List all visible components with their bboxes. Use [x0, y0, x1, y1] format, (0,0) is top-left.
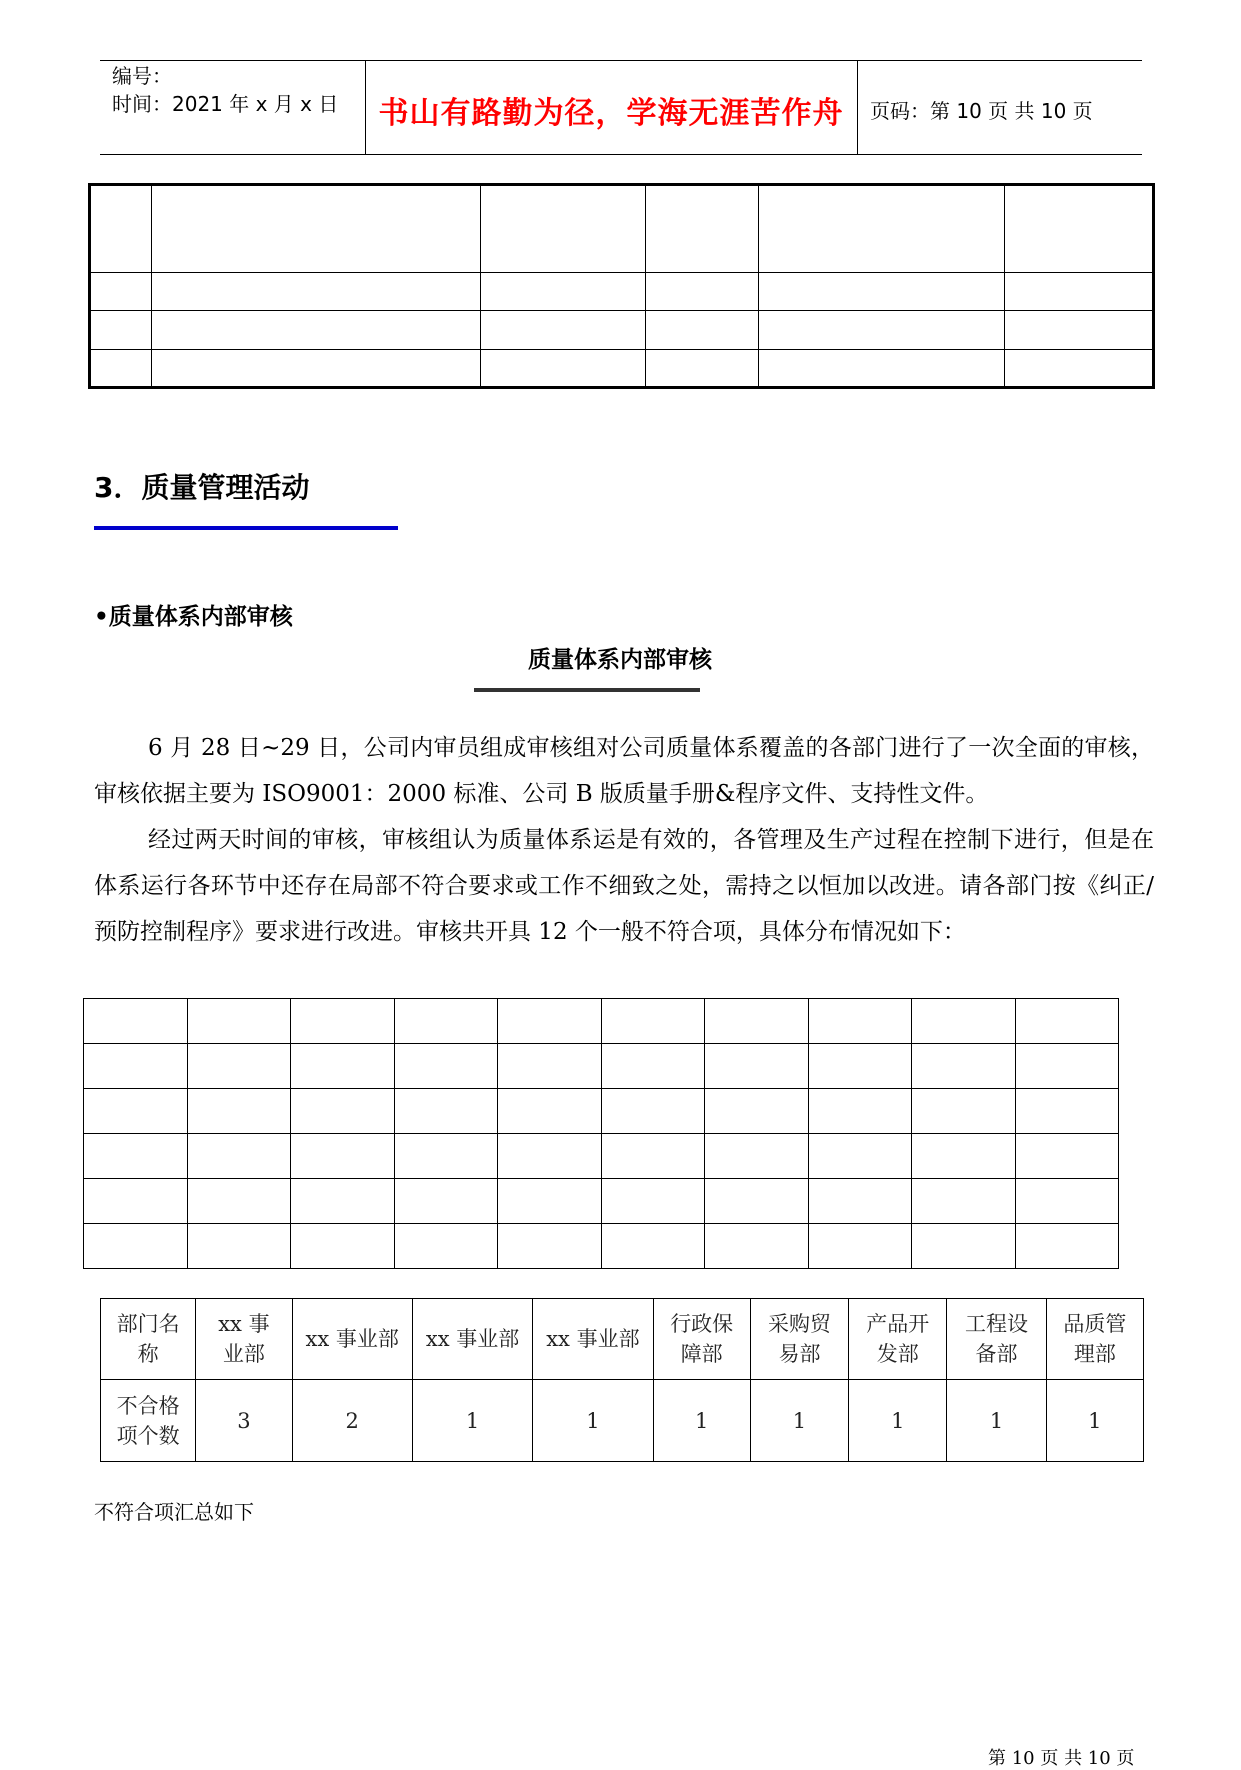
grid-cell — [601, 1224, 705, 1269]
grid-cell — [498, 1044, 602, 1089]
header-meta — [112, 62, 338, 118]
grid-cell — [84, 1179, 188, 1224]
grid-cell — [705, 1134, 809, 1179]
grid-cell — [187, 1089, 291, 1134]
dept-cell: xx 事业部 — [533, 1299, 653, 1380]
dept-cell: xx 事业部 — [292, 1299, 412, 1380]
grid-cell — [187, 999, 291, 1044]
grid-cell — [601, 999, 705, 1044]
dept-cell: 品质管理部 — [1046, 1299, 1143, 1380]
grid-cell — [1015, 1089, 1119, 1134]
grid-cell — [498, 1224, 602, 1269]
table-row — [84, 1179, 1119, 1224]
body-text — [94, 725, 1154, 955]
grid-cell — [808, 1089, 912, 1134]
grid-cell — [808, 1134, 912, 1179]
grid-cell — [291, 1134, 395, 1179]
grid-cell — [394, 1224, 498, 1269]
header-bottom-rule — [100, 154, 1142, 155]
grid-cell — [1015, 1134, 1119, 1179]
table-row — [90, 311, 1154, 350]
grid-cell — [394, 999, 498, 1044]
grid-cell — [601, 1044, 705, 1089]
grid-cell — [808, 1179, 912, 1224]
grid-cell — [1015, 1044, 1119, 1089]
grid-cell — [912, 999, 1016, 1044]
grid-cell — [187, 1179, 291, 1224]
table-row — [84, 1044, 1119, 1089]
grid-cell — [601, 1179, 705, 1224]
summary-note: 不符合项汇总如下 — [94, 1500, 254, 1524]
grid-cell — [912, 1224, 1016, 1269]
empty-grid-table — [83, 998, 1119, 1269]
bullet-heading: •质量体系内部审核 — [94, 604, 293, 630]
grid-cell — [394, 1044, 498, 1089]
grid-cell — [187, 1134, 291, 1179]
dept-cell: xx 事业部 — [196, 1299, 292, 1380]
grid-cell — [705, 1179, 809, 1224]
grid-cell — [291, 1224, 395, 1269]
grid-cell — [912, 1179, 1016, 1224]
count-cell: 1 — [750, 1380, 848, 1462]
count-cell: 3 — [196, 1380, 292, 1462]
grid-cell — [187, 1044, 291, 1089]
count-cell: 1 — [947, 1380, 1046, 1462]
grid-cell — [808, 999, 912, 1044]
count-cell: 1 — [849, 1380, 947, 1462]
center-title: 质量体系内部审核 — [528, 647, 712, 673]
table-row — [84, 1134, 1119, 1179]
grid-cell — [187, 1224, 291, 1269]
grid-cell — [808, 1224, 912, 1269]
grid-cell — [912, 1134, 1016, 1179]
grid-cell — [84, 1134, 188, 1179]
grid-cell — [705, 1089, 809, 1134]
grid-cell — [1015, 999, 1119, 1044]
header-divider-right — [857, 60, 858, 154]
grid-cell — [498, 1134, 602, 1179]
grid-cell — [394, 1179, 498, 1224]
count-cell: 1 — [1046, 1380, 1143, 1462]
grid-cell — [291, 1179, 395, 1224]
table-row — [101, 1380, 1144, 1462]
table-row — [84, 999, 1119, 1044]
header-number: 编号： — [112, 64, 172, 88]
grid-cell — [601, 1134, 705, 1179]
row-header-count: 不合格项个数 — [101, 1380, 196, 1462]
nonconformity-table — [100, 1298, 1144, 1462]
table-row — [90, 185, 1154, 273]
row-header-department: 部门名称 — [101, 1299, 196, 1380]
count-cell: 1 — [533, 1380, 653, 1462]
dept-cell: 采购贸易部 — [750, 1299, 848, 1380]
table-row — [84, 1089, 1119, 1134]
section-title-underline — [94, 526, 398, 530]
center-title-underline — [474, 688, 700, 692]
grid-cell — [705, 1224, 809, 1269]
table-row — [90, 273, 1154, 311]
grid-cell — [498, 999, 602, 1044]
grid-cell — [705, 1044, 809, 1089]
paragraph-2: 经过两天时间的审核，审核组认为质量体系运是有效的，各管理及生产过程在控制下进行，但是在体系运行各环节中还存在局部不符合要求或工作不细致之处，需持之以恒加以改进。请各部门按《纠正/预防控制程序》要求进行改进。审核共开具 12 个一般不符合项，具体分布情况如下： — [94, 827, 1154, 945]
grid-cell — [291, 1044, 395, 1089]
table-row — [84, 1224, 1119, 1269]
grid-cell — [912, 1044, 1016, 1089]
header-page-number: 页码：第 10 页 共 10 页 — [870, 99, 1093, 123]
page-footer: 第 10 页 共 10 页 — [988, 1748, 1135, 1769]
count-cell: 1 — [412, 1380, 532, 1462]
dept-cell: 工程设备部 — [947, 1299, 1046, 1380]
grid-cell — [912, 1089, 1016, 1134]
grid-cell — [1015, 1224, 1119, 1269]
count-cell: 2 — [292, 1380, 412, 1462]
grid-cell — [84, 1044, 188, 1089]
grid-cell — [394, 1089, 498, 1134]
grid-cell — [394, 1134, 498, 1179]
section-title: 3．质量管理活动 — [94, 471, 310, 504]
header-time: 时间：2021 年 x 月 x 日 — [112, 92, 339, 116]
dept-cell: xx 事业部 — [412, 1299, 532, 1380]
grid-cell — [808, 1044, 912, 1089]
grid-cell — [498, 1089, 602, 1134]
grid-cell — [84, 1089, 188, 1134]
grid-cell — [84, 1224, 188, 1269]
grid-cell — [705, 999, 809, 1044]
header-motto: 书山有路勤为径，学海无涯苦作舟 — [378, 96, 844, 131]
table-row — [90, 350, 1154, 388]
table-row — [101, 1299, 1144, 1380]
dept-cell: 产品开发部 — [849, 1299, 947, 1380]
top-empty-table — [88, 183, 1155, 389]
paragraph-1: 6 月 28 日~29 日，公司内审员组成审核组对公司质量体系覆盖的各部门进行了一次全面的审核，审核依据主要为 ISO9001：2000 标准、公司 B 版质量手册&程序文件、支持性文件。 — [94, 735, 1154, 807]
grid-cell — [84, 999, 188, 1044]
grid-cell — [601, 1089, 705, 1134]
grid-cell — [291, 999, 395, 1044]
count-cell: 1 — [653, 1380, 750, 1462]
header-top-rule — [100, 60, 1142, 61]
grid-cell — [291, 1089, 395, 1134]
dept-cell: 行政保障部 — [653, 1299, 750, 1380]
grid-cell — [1015, 1179, 1119, 1224]
grid-cell — [498, 1179, 602, 1224]
